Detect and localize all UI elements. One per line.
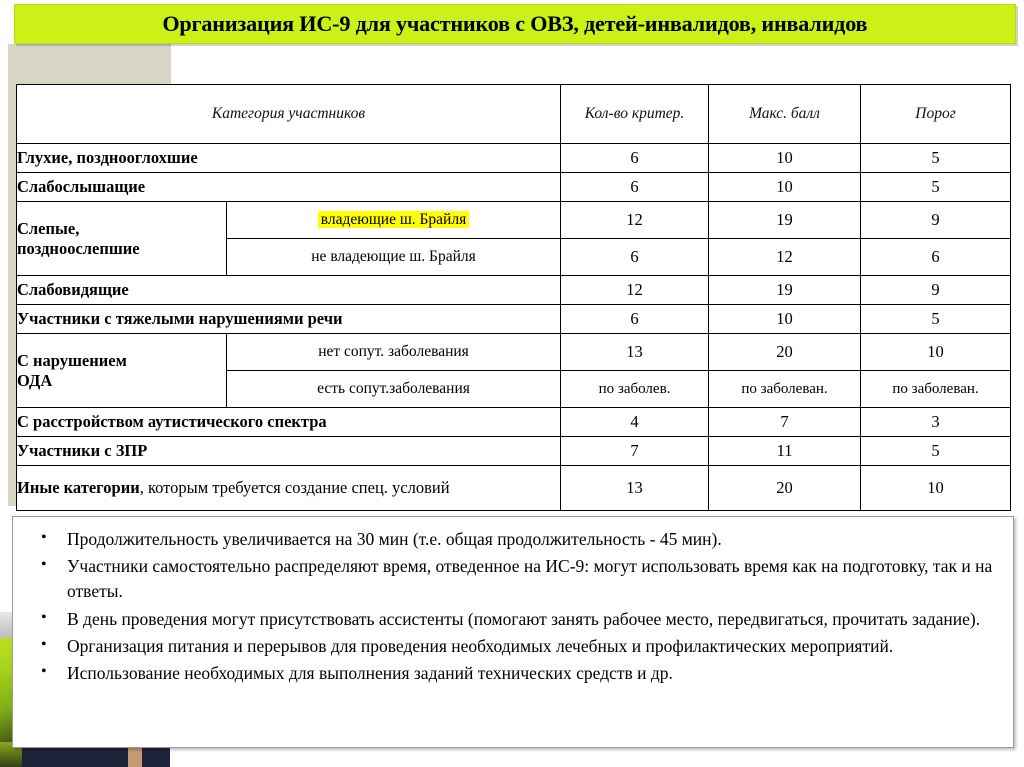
row-threshold: 5 [861,144,1011,173]
row-subcategory: нет сопут. заболевания [227,334,561,371]
row-threshold: 6 [861,239,1011,276]
list-item: • Продолжительность увеличивается на 30 мин (т.е. общая продолжительность - 45 мин). [27,527,999,552]
row-category: Слабослышащие [17,173,561,202]
participants-table [16,84,1011,511]
row-category-line1: Слепые, [17,219,80,239]
notes-list [27,527,999,686]
row-max-score: 10 [709,305,861,334]
table-row [17,334,1011,371]
row-category: Участники с ЗПР [17,437,561,466]
list-item: • Участники самостоятельно распределяют время, отведенное на ИС-9: могут использовать время как на подготовку, так и на ответы. [27,554,999,604]
list-item: • В день проведения могут присутствовать ассистенты (помогают занять рабочее место, передвигаться, прочитать задание). [27,607,999,632]
row-category: Слабовидящие [17,276,561,305]
row-max-score: 19 [709,276,861,305]
row-max-score: 12 [709,239,861,276]
row-subcategory [227,202,561,239]
row-threshold: 10 [861,334,1011,371]
table-row [17,173,1011,202]
row-criteria-count: 4 [561,408,709,437]
header-max-score: Макс. балл [709,85,861,144]
table-row [17,437,1011,466]
notes-box [12,516,1014,748]
row-threshold: 9 [861,202,1011,239]
row-threshold: 5 [861,437,1011,466]
participants-table-wrapper [16,84,1010,511]
page-title: Организация ИС-9 для участников с ОВЗ, детей-инвалидов, инвалидов [162,11,868,36]
table-row [17,144,1011,173]
header-threshold: Порог [861,85,1011,144]
row-criteria-count: 12 [561,202,709,239]
header-criteria-count: Кол-во критер. [561,85,709,144]
row-criteria-count: 6 [561,305,709,334]
row-criteria-count: 6 [561,173,709,202]
row-category-line2: позднoослепшие [17,238,140,258]
table-row [17,408,1011,437]
table-row [17,276,1011,305]
row-criteria-count: 13 [561,334,709,371]
row-max-score: 10 [709,144,861,173]
row-category [17,466,561,511]
list-item: • Организация питания и перерывов для проведения необходимых лечебных и профилактических мероприятий. [27,634,999,659]
row-category-line1: С нарушением [17,351,127,371]
row-threshold: 5 [861,305,1011,334]
row-threshold: 3 [861,408,1011,437]
row-max-score: 20 [709,466,861,511]
row-criteria-count: 7 [561,437,709,466]
row-max-score: 10 [709,173,861,202]
row-category-line2: ОДА [17,370,53,390]
table-row [17,466,1011,511]
row-subcategory: есть сопут.заболевания [227,371,561,408]
row-criteria-count: 13 [561,466,709,511]
row-criteria-count: 6 [561,144,709,173]
slide-title-banner [14,4,1016,44]
row-subcategory: не владеющие ш. Брайля [227,239,561,276]
row-max-score: 20 [709,334,861,371]
row-threshold: 5 [861,173,1011,202]
row-criteria-count: 12 [561,276,709,305]
row-category-grouped [17,202,227,276]
row-category-bold-part: Иные категории [17,478,140,498]
list-item: • Использование необходимых для выполнения заданий технических средств и др. [27,661,999,686]
row-criteria-count: по заболев. [561,371,709,408]
row-max-score: 19 [709,202,861,239]
table-header-row [17,85,1011,144]
row-category: С расстройством аутистического спектра [17,408,561,437]
row-max-score: по заболеван. [709,371,861,408]
row-category: Участники с тяжелыми нарушениями речи [17,305,561,334]
row-threshold: по заболеван. [861,371,1011,408]
row-criteria-count: 6 [561,239,709,276]
header-category: Категория участников [17,85,561,144]
row-subcategory-highlighted-text: владеющие ш. Брайля [318,211,469,228]
row-category-grouped [17,334,227,408]
row-max-score: 11 [709,437,861,466]
table-row [17,305,1011,334]
row-threshold: 10 [861,466,1011,511]
row-max-score: 7 [709,408,861,437]
row-category-regular-part: , которым требуется создание спец. условий [139,478,450,498]
row-threshold: 9 [861,276,1011,305]
row-category: Глухие, позднооглохшие [17,144,561,173]
table-row [17,202,1011,239]
